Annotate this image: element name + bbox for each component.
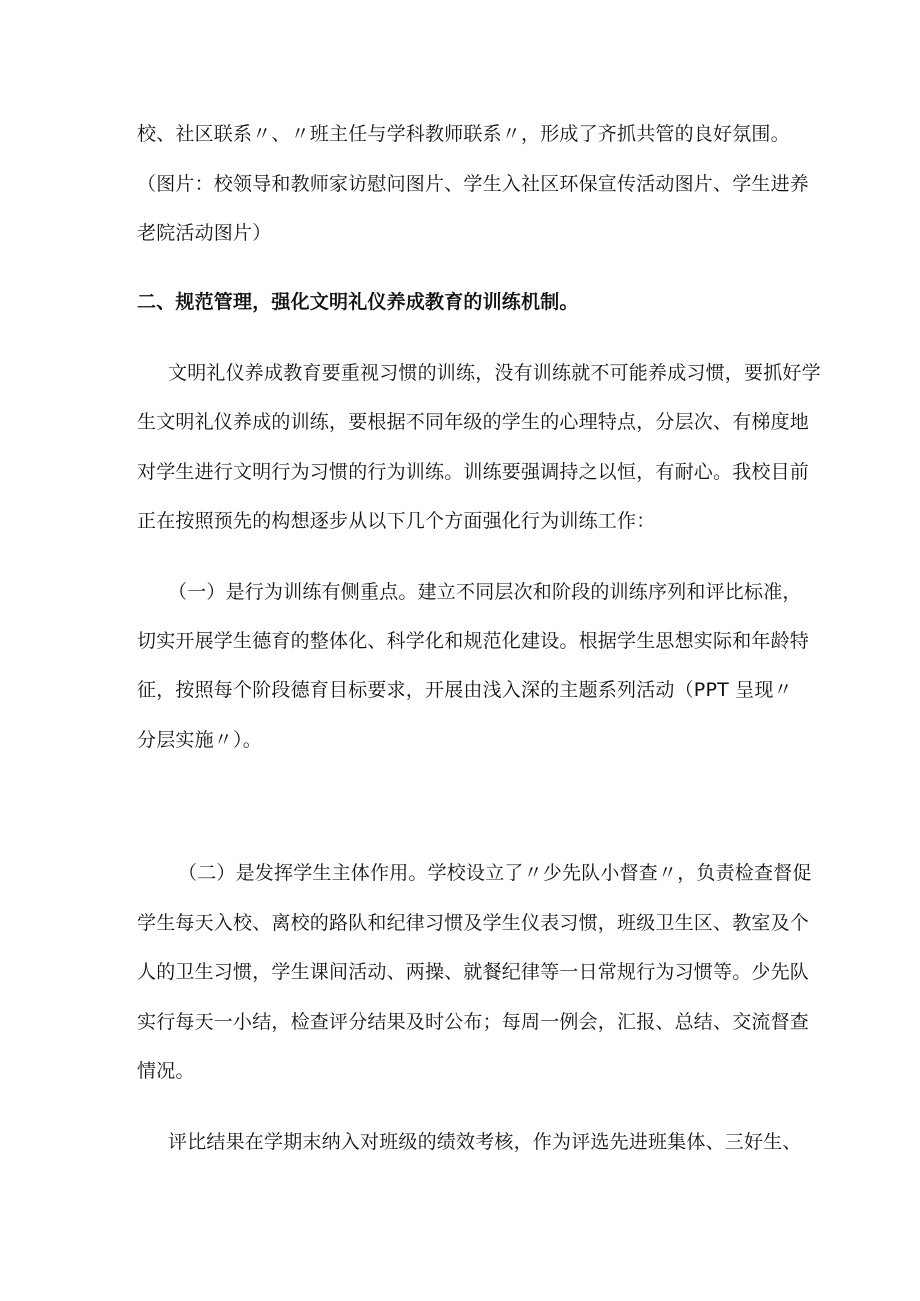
text-line: 正在按照预先的构想逐步从以下几个方面强化行为训练工作：: [137, 510, 656, 532]
text-line: 切实开展学生德育的整体化、科学化和规范化建设。根据学生思想实际和年龄特: [137, 630, 810, 652]
section-heading: 二、规范管理，强化文明礼仪养成教育的训练机制。: [137, 291, 579, 313]
text-line: 情况。: [137, 1060, 195, 1082]
text-line: 实行每天一小结，检查评分结果及时公布；每周一例会，汇报、总结、交流督查: [137, 1011, 810, 1033]
text-line: 人的卫生习惯，学生课间活动、两操、就餐纪律等一日常规行为习惯等。少先队: [137, 961, 810, 983]
text-line: （一）是行为训练有侧重点。建立不同层次和阶段的训练序列和评比标准，: [168, 581, 802, 603]
text-line: 老院活动图片）: [137, 222, 272, 244]
text-line: 文明礼仪养成教育要重视习惯的训练，没有训练就不可能养成习惯，要抓好学: [168, 362, 821, 384]
text-line: 校、社区联系〃、〃班主任与学科教师联系〃，形成了齐抓共管的良好氛围。: [137, 123, 790, 145]
text-line: 学生每天入校、离校的路队和纪律习惯及学生仪表习惯，班级卫生区、教室及个: [137, 912, 810, 934]
text-line: 生文明礼仪养成的训练，要根据不同年级的学生的心理特点，分层次、有梯度地: [137, 411, 810, 433]
text-line: 分层实施〃）。: [137, 729, 262, 751]
text-line: 对学生进行文明行为习惯的行为训练。训练要强调持之以恒，有耐心。我校目前: [137, 461, 810, 483]
text-line: 征，按照每个阶段德育目标要求，开展由浅入深的主题系列活动（PPT 呈现〃: [137, 679, 793, 701]
text-line: （二）是发挥学生主体作用。学校设立了〃少先队小督查〃，负责检查督促: [178, 862, 812, 884]
text-line: 评比结果在学期末纳入对班级的绩效考核，作为评选先进班集体、三好生、: [168, 1131, 802, 1153]
text-line: （图片：校领导和教师家访慰问图片、学生入社区环保宣传活动图片、学生进养: [137, 173, 810, 195]
